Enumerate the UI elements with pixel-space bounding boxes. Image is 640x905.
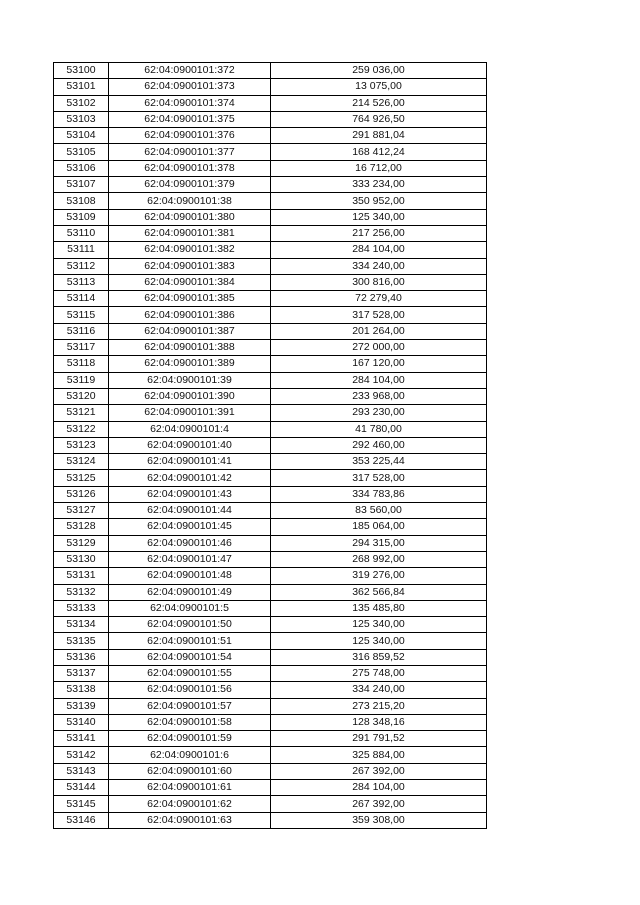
cadastral-number-cell: 62:04:0900101:379 <box>109 177 271 193</box>
value-cell: 362 566,84 <box>271 584 487 600</box>
row-number-cell: 53128 <box>54 519 109 535</box>
row-number-cell: 53118 <box>54 356 109 372</box>
value-cell: 201 264,00 <box>271 323 487 339</box>
value-cell: 284 104,00 <box>271 242 487 258</box>
row-number-cell: 53112 <box>54 258 109 274</box>
row-number-cell: 53123 <box>54 437 109 453</box>
table-row <box>54 421 487 437</box>
cadastral-number-cell: 62:04:0900101:43 <box>109 486 271 502</box>
table-row <box>54 796 487 812</box>
value-cell: 333 234,00 <box>271 177 487 193</box>
row-number-cell: 53116 <box>54 323 109 339</box>
value-cell: 317 528,00 <box>271 307 487 323</box>
cadastral-number-cell: 62:04:0900101:375 <box>109 111 271 127</box>
row-number-cell: 53131 <box>54 568 109 584</box>
table-row <box>54 405 487 421</box>
cadastral-number-cell: 62:04:0900101:6 <box>109 747 271 763</box>
value-cell: 284 104,00 <box>271 780 487 796</box>
value-cell: 13 075,00 <box>271 79 487 95</box>
value-cell: 267 392,00 <box>271 763 487 779</box>
cadastral-number-cell: 62:04:0900101:60 <box>109 763 271 779</box>
value-cell: 125 340,00 <box>271 617 487 633</box>
value-cell: 334 240,00 <box>271 682 487 698</box>
cadastral-number-cell: 62:04:0900101:51 <box>109 633 271 649</box>
cadastral-number-cell: 62:04:0900101:380 <box>109 209 271 225</box>
cadastral-number-cell: 62:04:0900101:48 <box>109 568 271 584</box>
value-cell: 259 036,00 <box>271 63 487 79</box>
row-number-cell: 53102 <box>54 95 109 111</box>
table-row <box>54 812 487 828</box>
cadastral-number-cell: 62:04:0900101:62 <box>109 796 271 812</box>
row-number-cell: 53103 <box>54 111 109 127</box>
row-number-cell: 53127 <box>54 503 109 519</box>
table-row <box>54 274 487 290</box>
table-row <box>54 128 487 144</box>
cadastral-number-cell: 62:04:0900101:50 <box>109 617 271 633</box>
value-cell: 353 225,44 <box>271 454 487 470</box>
table-row <box>54 95 487 111</box>
cadastral-number-cell: 62:04:0900101:54 <box>109 649 271 665</box>
value-cell: 350 952,00 <box>271 193 487 209</box>
row-number-cell: 53100 <box>54 63 109 79</box>
table-row <box>54 633 487 649</box>
value-cell: 317 528,00 <box>271 470 487 486</box>
cadastral-number-cell: 62:04:0900101:374 <box>109 95 271 111</box>
row-number-cell: 53110 <box>54 225 109 241</box>
table-row <box>54 763 487 779</box>
table-row <box>54 388 487 404</box>
value-cell: 359 308,00 <box>271 812 487 828</box>
row-number-cell: 53130 <box>54 551 109 567</box>
row-number-cell: 53126 <box>54 486 109 502</box>
row-number-cell: 53145 <box>54 796 109 812</box>
cadastral-number-cell: 62:04:0900101:57 <box>109 698 271 714</box>
cadastral-number-cell: 62:04:0900101:378 <box>109 160 271 176</box>
value-cell: 72 279,40 <box>271 291 487 307</box>
row-number-cell: 53113 <box>54 274 109 290</box>
row-number-cell: 53125 <box>54 470 109 486</box>
value-cell: 319 276,00 <box>271 568 487 584</box>
value-cell: 233 968,00 <box>271 388 487 404</box>
row-number-cell: 53108 <box>54 193 109 209</box>
cadastral-number-cell: 62:04:0900101:385 <box>109 291 271 307</box>
row-number-cell: 53124 <box>54 454 109 470</box>
row-number-cell: 53139 <box>54 698 109 714</box>
row-number-cell: 53132 <box>54 584 109 600</box>
cadastral-number-cell: 62:04:0900101:55 <box>109 665 271 681</box>
cadastral-number-cell: 62:04:0900101:372 <box>109 63 271 79</box>
row-number-cell: 53106 <box>54 160 109 176</box>
table-row <box>54 209 487 225</box>
value-cell: 268 992,00 <box>271 551 487 567</box>
value-cell: 125 340,00 <box>271 633 487 649</box>
value-cell: 292 460,00 <box>271 437 487 453</box>
cadastral-number-cell: 62:04:0900101:4 <box>109 421 271 437</box>
table-row <box>54 780 487 796</box>
value-cell: 291 791,52 <box>271 731 487 747</box>
cadastral-number-cell: 62:04:0900101:44 <box>109 503 271 519</box>
table-row <box>54 535 487 551</box>
value-cell: 185 064,00 <box>271 519 487 535</box>
cadastral-number-cell: 62:04:0900101:384 <box>109 274 271 290</box>
value-cell: 267 392,00 <box>271 796 487 812</box>
cadastral-number-cell: 62:04:0900101:59 <box>109 731 271 747</box>
value-cell: 300 816,00 <box>271 274 487 290</box>
row-number-cell: 53136 <box>54 649 109 665</box>
cadastral-number-cell: 62:04:0900101:388 <box>109 340 271 356</box>
cadastral-number-cell: 62:04:0900101:373 <box>109 79 271 95</box>
table-row <box>54 698 487 714</box>
row-number-cell: 53105 <box>54 144 109 160</box>
value-cell: 214 526,00 <box>271 95 487 111</box>
row-number-cell: 53142 <box>54 747 109 763</box>
table-row <box>54 111 487 127</box>
row-number-cell: 53141 <box>54 731 109 747</box>
table-row <box>54 617 487 633</box>
cadastral-number-cell: 62:04:0900101:389 <box>109 356 271 372</box>
table-row <box>54 225 487 241</box>
row-number-cell: 53134 <box>54 617 109 633</box>
table-row <box>54 454 487 470</box>
row-number-cell: 53104 <box>54 128 109 144</box>
value-cell: 128 348,16 <box>271 714 487 730</box>
cadastral-number-cell: 62:04:0900101:381 <box>109 225 271 241</box>
table-row <box>54 665 487 681</box>
cadastral-number-cell: 62:04:0900101:377 <box>109 144 271 160</box>
value-cell: 125 340,00 <box>271 209 487 225</box>
table-row <box>54 307 487 323</box>
row-number-cell: 53129 <box>54 535 109 551</box>
row-number-cell: 53107 <box>54 177 109 193</box>
row-number-cell: 53146 <box>54 812 109 828</box>
table-row <box>54 160 487 176</box>
cadastral-number-cell: 62:04:0900101:5 <box>109 600 271 616</box>
row-number-cell: 53109 <box>54 209 109 225</box>
cadastral-number-cell: 62:04:0900101:390 <box>109 388 271 404</box>
table-row <box>54 291 487 307</box>
table-row <box>54 63 487 79</box>
table-row <box>54 682 487 698</box>
row-number-cell: 53121 <box>54 405 109 421</box>
value-cell: 291 881,04 <box>271 128 487 144</box>
table-row <box>54 551 487 567</box>
table-row <box>54 584 487 600</box>
cadastral-number-cell: 62:04:0900101:38 <box>109 193 271 209</box>
table-row <box>54 437 487 453</box>
cadastral-number-cell: 62:04:0900101:45 <box>109 519 271 535</box>
row-number-cell: 53137 <box>54 665 109 681</box>
table-row <box>54 470 487 486</box>
cadastral-number-cell: 62:04:0900101:56 <box>109 682 271 698</box>
table-body <box>54 63 487 829</box>
cadastral-number-cell: 62:04:0900101:386 <box>109 307 271 323</box>
row-number-cell: 53135 <box>54 633 109 649</box>
cadastral-number-cell: 62:04:0900101:40 <box>109 437 271 453</box>
cadastral-number-cell: 62:04:0900101:41 <box>109 454 271 470</box>
value-cell: 272 000,00 <box>271 340 487 356</box>
table-row <box>54 144 487 160</box>
table-row <box>54 600 487 616</box>
cadastral-number-cell: 62:04:0900101:49 <box>109 584 271 600</box>
row-number-cell: 53138 <box>54 682 109 698</box>
table-row <box>54 486 487 502</box>
value-cell: 334 783,86 <box>271 486 487 502</box>
table-row <box>54 503 487 519</box>
cadastral-number-cell: 62:04:0900101:46 <box>109 535 271 551</box>
cadastral-number-cell: 62:04:0900101:387 <box>109 323 271 339</box>
value-cell: 16 712,00 <box>271 160 487 176</box>
value-cell: 167 120,00 <box>271 356 487 372</box>
row-number-cell: 53144 <box>54 780 109 796</box>
row-number-cell: 53117 <box>54 340 109 356</box>
value-cell: 217 256,00 <box>271 225 487 241</box>
cadastral-number-cell: 62:04:0900101:376 <box>109 128 271 144</box>
table-row <box>54 242 487 258</box>
cadastral-number-cell: 62:04:0900101:39 <box>109 372 271 388</box>
table-row <box>54 79 487 95</box>
row-number-cell: 53115 <box>54 307 109 323</box>
row-number-cell: 53119 <box>54 372 109 388</box>
value-cell: 273 215,20 <box>271 698 487 714</box>
value-cell: 334 240,00 <box>271 258 487 274</box>
table-row <box>54 649 487 665</box>
cadastral-number-cell: 62:04:0900101:63 <box>109 812 271 828</box>
row-number-cell: 53122 <box>54 421 109 437</box>
cadastral-number-cell: 62:04:0900101:42 <box>109 470 271 486</box>
value-cell: 294 315,00 <box>271 535 487 551</box>
table-row <box>54 177 487 193</box>
value-cell: 83 560,00 <box>271 503 487 519</box>
cadastral-number-cell: 62:04:0900101:382 <box>109 242 271 258</box>
row-number-cell: 53133 <box>54 600 109 616</box>
table-row <box>54 568 487 584</box>
table-row <box>54 731 487 747</box>
table-row <box>54 519 487 535</box>
value-cell: 764 926,50 <box>271 111 487 127</box>
table-row <box>54 323 487 339</box>
table-row <box>54 747 487 763</box>
table-row <box>54 372 487 388</box>
table-row <box>54 340 487 356</box>
value-cell: 284 104,00 <box>271 372 487 388</box>
row-number-cell: 53140 <box>54 714 109 730</box>
row-number-cell: 53111 <box>54 242 109 258</box>
cadastral-value-table <box>53 62 487 829</box>
table-row <box>54 258 487 274</box>
cadastral-number-cell: 62:04:0900101:383 <box>109 258 271 274</box>
value-cell: 41 780,00 <box>271 421 487 437</box>
table-row <box>54 714 487 730</box>
cadastral-number-cell: 62:04:0900101:61 <box>109 780 271 796</box>
cadastral-number-cell: 62:04:0900101:58 <box>109 714 271 730</box>
row-number-cell: 53120 <box>54 388 109 404</box>
value-cell: 275 748,00 <box>271 665 487 681</box>
value-cell: 168 412,24 <box>271 144 487 160</box>
value-cell: 316 859,52 <box>271 649 487 665</box>
row-number-cell: 53101 <box>54 79 109 95</box>
cadastral-number-cell: 62:04:0900101:391 <box>109 405 271 421</box>
value-cell: 293 230,00 <box>271 405 487 421</box>
cadastral-number-cell: 62:04:0900101:47 <box>109 551 271 567</box>
value-cell: 135 485,80 <box>271 600 487 616</box>
table-row <box>54 356 487 372</box>
value-cell: 325 884,00 <box>271 747 487 763</box>
table-row <box>54 193 487 209</box>
row-number-cell: 53114 <box>54 291 109 307</box>
row-number-cell: 53143 <box>54 763 109 779</box>
